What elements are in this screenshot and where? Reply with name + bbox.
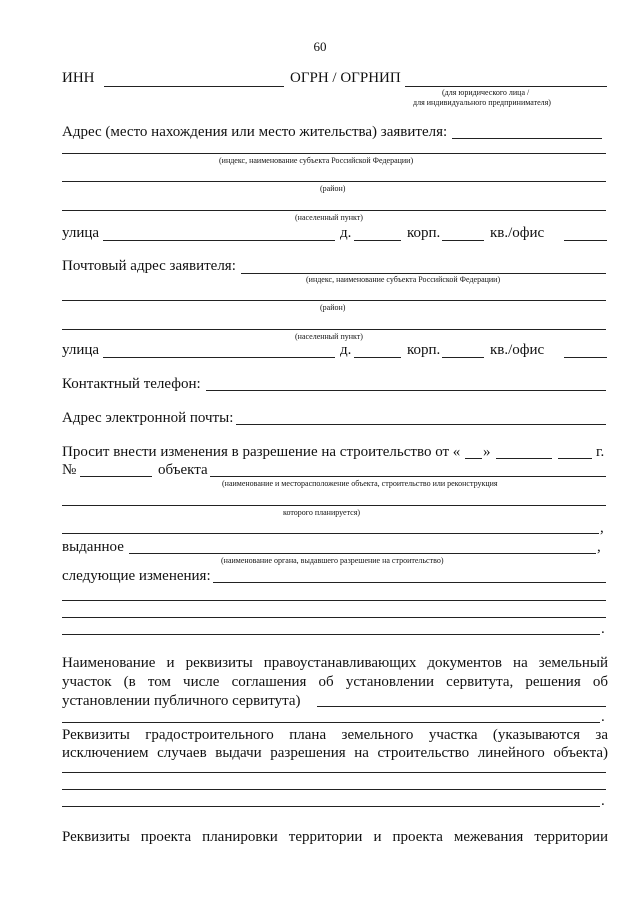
postal-building-field[interactable] xyxy=(442,357,484,358)
changes-label: следующие изменения: xyxy=(62,568,211,584)
gpzu-field-1[interactable] xyxy=(62,772,606,773)
applicant-district-field[interactable] xyxy=(62,181,606,182)
changes-period: . xyxy=(601,621,605,637)
request-year-suffix: г. xyxy=(596,444,605,460)
postal-address-label: Почтовый адрес заявителя: xyxy=(62,258,236,274)
inn-label: ИНН xyxy=(62,70,95,86)
changes-field-1[interactable] xyxy=(213,582,606,583)
postal-office-label: кв./офис xyxy=(490,342,545,358)
applicant-office-field[interactable] xyxy=(564,240,607,241)
applicant-index-hint: (индекс, наименование субъекта Российской Федерации) xyxy=(219,156,414,165)
changes-field-2[interactable] xyxy=(62,600,606,601)
phone-label: Контактный телефон: xyxy=(62,376,201,392)
gpzu-line-2: исключением случаев выдачи разрешения на строительство линейного объекта) xyxy=(62,745,608,761)
land-docs-field-2[interactable] xyxy=(62,722,600,723)
issued-hint: (наименование органа, выдавшего разрешение на строительство) xyxy=(221,556,444,565)
postal-settlement-field[interactable] xyxy=(62,329,606,330)
postal-office-field[interactable] xyxy=(564,357,607,358)
postal-index-field[interactable] xyxy=(241,273,606,274)
ogrn-field[interactable] xyxy=(405,86,607,87)
land-docs-field-1[interactable] xyxy=(317,706,606,707)
gpzu-period: . xyxy=(601,793,605,809)
issued-comma: , xyxy=(597,539,601,555)
object-label: объекта xyxy=(158,462,208,478)
ogrn-hint-1: (для юридического лица / xyxy=(442,88,530,97)
postal-district-hint: (район) xyxy=(320,303,346,312)
ogrn-label: ОГРН / ОГРНИП xyxy=(290,70,401,86)
applicant-settlement-field[interactable] xyxy=(62,210,606,211)
postal-street-field[interactable] xyxy=(103,357,335,358)
postal-street-label: улица xyxy=(62,342,100,358)
request-quote-close: » xyxy=(483,444,491,460)
postal-house-label: д. xyxy=(340,342,352,358)
request-number-sign: № xyxy=(62,462,77,478)
postal-settlement-hint: (населенный пункт) xyxy=(295,332,363,341)
postal-index-hint: (индекс, наименование субъекта Российской Федерации) xyxy=(306,275,501,284)
applicant-house-field[interactable] xyxy=(354,240,401,241)
applicant-house-label: д. xyxy=(340,225,352,241)
object-field-2[interactable] xyxy=(62,505,606,506)
applicant-office-label: кв./офис xyxy=(490,225,545,241)
applicant-building-field[interactable] xyxy=(442,240,484,241)
planning-line-1: Реквизиты проекта планировки территории и проекта межевания территории xyxy=(62,829,608,845)
gpzu-field-3[interactable] xyxy=(62,806,600,807)
object-hint-2: которого планируется) xyxy=(283,508,361,517)
applicant-index-field[interactable] xyxy=(62,153,606,154)
request-month-field[interactable] xyxy=(496,458,552,459)
land-docs-line-3: установлении публичного сервитута) xyxy=(62,693,301,709)
applicant-settlement-hint: (населенный пункт) xyxy=(295,213,363,222)
object-hint: (наименование и месторасположение объекта, строительство или реконструкция xyxy=(222,479,498,488)
applicant-district-hint: (район) xyxy=(320,184,346,193)
email-field[interactable] xyxy=(236,424,606,425)
gpzu-line-1: Реквизиты градостроительного плана земельного участка (указываются за xyxy=(62,727,608,743)
applicant-building-label: корп. xyxy=(407,225,441,241)
land-docs-line-2: участок (в том числе соглашения об установлении сервитута, решения об xyxy=(62,674,608,690)
object-comma: , xyxy=(600,520,604,536)
applicant-street-field[interactable] xyxy=(103,240,335,241)
applicant-address-field[interactable] xyxy=(452,138,602,139)
land-docs-period: . xyxy=(601,709,605,725)
phone-field[interactable] xyxy=(206,390,606,391)
postal-house-field[interactable] xyxy=(354,357,401,358)
object-field-3[interactable] xyxy=(62,533,599,534)
request-year-field[interactable] xyxy=(558,458,592,459)
page-number: 60 xyxy=(313,39,327,54)
issued-label: выданное xyxy=(62,539,124,555)
ogrn-hint-2: для индивидуального предпринимателя) xyxy=(413,98,551,107)
request-number-field[interactable] xyxy=(80,476,152,477)
changes-field-4[interactable] xyxy=(62,634,600,635)
postal-building-label: корп. xyxy=(407,342,441,358)
email-label: Адрес электронной почты: xyxy=(62,410,234,426)
applicant-street-label: улица xyxy=(62,225,100,241)
land-docs-line-1: Наименование и реквизиты правоустанавливающих документов на земельный xyxy=(62,655,608,671)
request-text: Просит внести изменения в разрешение на строительство от « xyxy=(62,444,461,460)
object-field[interactable] xyxy=(210,476,606,477)
gpzu-field-2[interactable] xyxy=(62,789,606,790)
request-day-field[interactable] xyxy=(465,458,482,459)
inn-field[interactable] xyxy=(104,86,284,87)
postal-district-field[interactable] xyxy=(62,300,606,301)
applicant-address-label: Адрес (место нахождения или место жительства) заявителя: xyxy=(62,124,448,140)
changes-field-3[interactable] xyxy=(62,617,606,618)
issued-field[interactable] xyxy=(129,553,596,554)
